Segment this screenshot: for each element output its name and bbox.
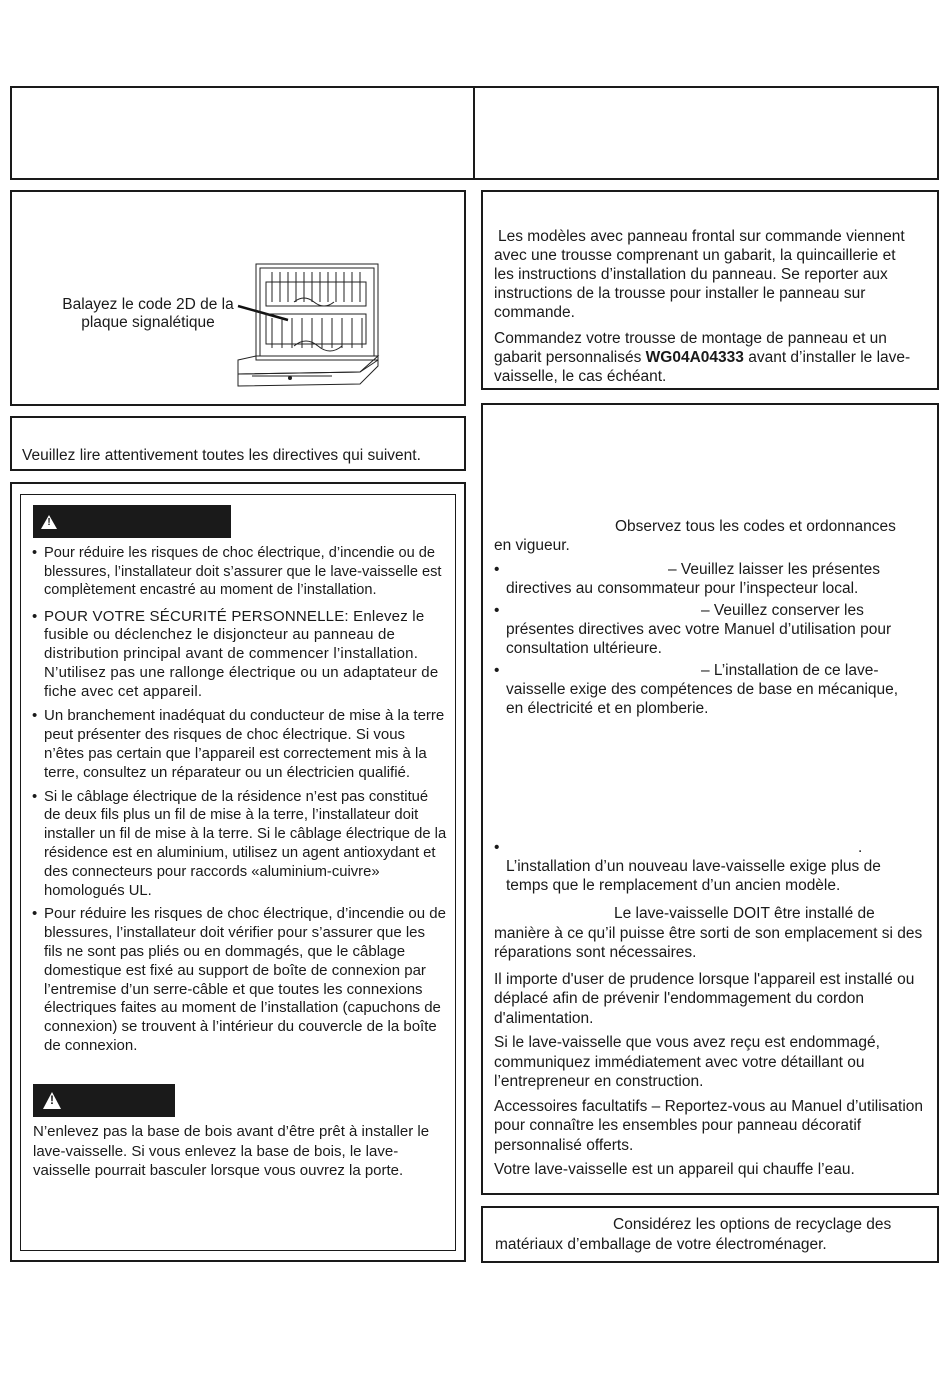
instruction-bullet-text: • – Veuillez laisser les présentes directives au consommateur pour l’inspecteur local. [506, 561, 880, 597]
instruction-para: Votre lave-vaisselle est un appareil qui chauffe l’eau. [494, 1161, 855, 1178]
warning-triangle-icon: ! [43, 1092, 61, 1109]
warning-bar [33, 505, 231, 538]
instruction-bullet [494, 601, 919, 658]
instruction-para: Accessoires facultatifs – Reportez-vous au Manuel d’utilisation pour connaître les ensembles pour panneau décoratif personnalisé offerts. [494, 1097, 924, 1154]
scan-label: Balayez le code 2D de la plaque signalétique [62, 296, 234, 331]
instruction-para: Le lave-vaisselle DOIT être installé de manière à ce qu’il puisse être sorti de son emplacement si des réparations sont nécessaires. [494, 905, 923, 961]
panel-text [494, 227, 914, 386]
codes-text: Observez tous les codes et ordonnances en vigueur. [494, 518, 896, 554]
recycle-text: Considérez les options de recyclage des matériaux d’emballage de votre électroménager. [495, 1216, 892, 1253]
warning-item: • Si le câblage électrique de la résidence n’est pas constitué de deux fils plus un fil de mise à la terre, l’installateur doit installer un fil de mise à la terre. Si le câblage électrique de la résidence est en aluminium, utilisez un agent antioxydant et des connecteurs pour raccords «aluminium-cuivre» homologués UL. [32, 788, 447, 901]
warning-list [32, 544, 447, 1056]
instruction-para: Il importe d'user de prudence lorsque l'appareil est installé ou déplacé afin de prévenir l'endommagement du cordon d'alimentation. [494, 970, 915, 1027]
read-text: Veuillez lire attentivement toutes les directives qui suivent. [22, 447, 421, 464]
caution-bar [33, 1084, 175, 1117]
warning-item: • Pour réduire les risques de choc électrique, d’incendie ou de blessures, l’installateur doit vérifier pour s’assurer que les fils ne sont pas pliés ou en dommagés, que le câblage domestique est fixé au support de boîte de connexion par l’entremise d’un serre-câble et que toutes les connexions électriques faites au moment de l’installation (capuchons de connexion) se trouvent à l’intérieur du couvercle de la boîte de connexion. [32, 905, 447, 1055]
instructions-bullets [494, 560, 919, 718]
instructions-codes [494, 517, 914, 555]
warning-triangle-icon: ! [41, 515, 57, 529]
warning-item: • POUR VOTRE SÉCURITÉ PERSONNELLE: Enlevez le fusible ou déclenchez le disjoncteur au panneau de distribution principal avant de commencer l’installation. N’utilisez pas une rallonge électrique ou un adaptateur de fiche avec cet appareil. [32, 608, 447, 702]
panel-kit-code: WG04A04333 [645, 349, 744, 366]
instruction-bullet [494, 838, 924, 895]
panel-para-2 [494, 329, 914, 386]
instruction-para: Si le lave-vaisselle que vous avez reçu est endommagé, communiquez immédiatement avec votre détaillant ou l’entrepreneur en construction. [494, 1034, 880, 1090]
header-divider [473, 86, 475, 180]
instruction-bullet [494, 661, 919, 718]
bullet-4-dot: • . [858, 839, 863, 856]
warning-item: • Pour réduire les risques de choc électrique, d’incendie ou de blessures, l’installateur doit s’assurer que le lave-vaisselle est complètement encastré au moment de l’installation. [32, 544, 447, 600]
caution-text: N’enlevez pas la base de bois avant d’être prêt à installer le lave-vaisselle. Si vous enlevez la base de bois, le lave-vaisselle pourrait basculer lorsque vous ouvrez la porte. [33, 1123, 430, 1179]
instruction-bullet-text: • – L’installation de ce lave-vaisselle exige des compétences de base en mécanique, en électricité et en plomberie. [506, 662, 899, 717]
instruction-bullet-4 [494, 838, 924, 895]
panel-para-2-pre: Commandez votre trousse de montage de panneau et un gabarit personnalisés [494, 330, 887, 366]
instruction-bullet-text: L’installation d’un nouveau lave-vaisselle exige plus de temps que le remplacement d’un ancien modèle. [506, 858, 881, 894]
warning-item: • Un branchement inadéquat du conducteur de mise à la terre peut présenter des risques de choc électrique. Si vous n’êtes pas certain que l’appareil est correctement mis à la terre, consultez un réparateur ou un électricien qualifié. [32, 707, 447, 782]
instructions-paras [494, 904, 924, 1180]
instruction-bullet-text: • – Veuillez conserver les présentes directives avec votre Manuel d’utilisation pour consultation ultérieure. [506, 602, 892, 657]
instruction-bullet [494, 560, 919, 598]
dishwasher-illustration [232, 262, 382, 398]
panel-para-1: Les modèles avec panneau frontal sur commande viennent avec une trousse comprenant un gabarit, la quincaillerie et les instructions d’installation du panneau. Se reporter aux instructions de la trousse pour installer le panneau sur commande. [494, 228, 905, 321]
panel-para-2-post: avant d’installer le lave-vaisselle, le cas échéant. [494, 349, 911, 385]
